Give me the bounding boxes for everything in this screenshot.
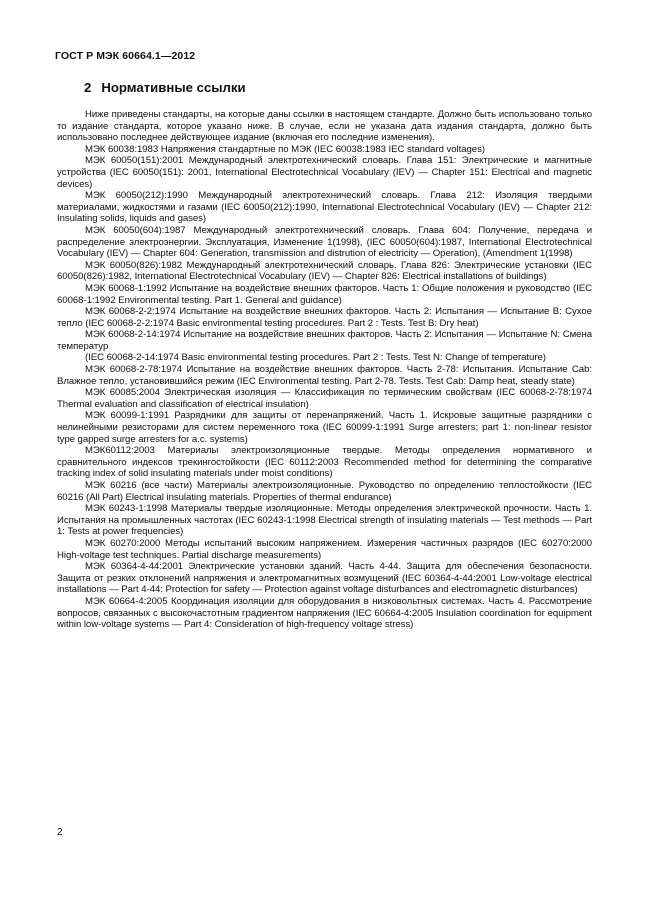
reference-item: МЭК 60050(212):1990 Международный электротехнический словарь. Глава 212: Изоляция твердыми материалами, жидкостями и газами (IEC 60050(212):1990, International Electrotechnical Vocabulary (IEV) — Chapter 212: Insulating solids, liquids and gases)	[57, 190, 592, 225]
document-header: ГОСТ Р МЭК 60664.1—2012	[55, 50, 196, 62]
reference-item: МЭК 60216 (все части) Материалы электроизоляционные. Руководство по определению теплостойкости (IEC 60216 (All Part) Electrical insulating materials. Properties of thermal endurance)	[57, 480, 592, 503]
section-heading	[84, 80, 246, 95]
reference-item: МЭК 60050(151):2001 Международный электротехнический словарь. Глава 151: Электрические и магнитные устройства (IEC 60050(151): 2001, International Electrotechnical Vocabulary (IEV) — Chapter 151: Electrical and magnetic devices)	[57, 155, 592, 190]
reference-item: МЭК 60243-1:1998 Материалы твердые изоляционные. Методы определения электрической прочности. Часть 1. Испытания на промышленных частотах (IEC 60243-1:1998 Electrical strength of insulating materials — Test methods — Part 1: Tests at power frequencies)	[57, 503, 592, 538]
section-body	[57, 109, 592, 631]
reference-item: МЭК 60085:2004 Электрическая изоляция — Классификация по термическим свойствам (IEC 60068-2-78:1974 Thermal evaluation and classification of electrical insulation)	[57, 387, 592, 410]
reference-item: МЭК 60270:2000 Методы испытаний высоким напряжением. Измерения частичных разрядов (IEC 60270:2000 High-voltage test techniques. Partial discharge measurements)	[57, 537, 592, 561]
reference-item: МЭК 60068-2-78:1974 Испытание на воздействие внешних факторов. Часть 2-78: Испытания. Испытание Cab: Влажное тепло, установившийся режим (IEC Environmental testing. Part 2-78. Tests. Test Cab: Damp heat, steady state)	[57, 364, 592, 387]
reference-item: МЭК60112:2003 Материалы электроизоляционные твердые. Методы определения нормативного и сравнительного индексов трекингостойкости (IEC 60112:2003 Recommended method for determining the comparative tracking index of solid insulating materials under moist conditions)	[57, 445, 592, 480]
reference-item: МЭК 60364-4-44:2001 Электрические установки зданий. Часть 4-44. Защита для обеспечения безопасности. Защита от резких отклонений напряжения и электромагнитных возмущений (IEC 60364-4-44:2001 Low-voltage electrical installations — Part 4-44: Protection for safety — Protection against voltage disturbances and electromagnetic disturbances)	[57, 561, 592, 596]
intro-paragraph: Ниже приведены стандарты, на которые даны ссылки в настоящем стандарте. Должно быть использовано только то издание стандарта, которое указано ниже. В случае, если не указана дата издания стандарта, должно быть использовано последнее действующее издание (включая его последние изменения).	[57, 109, 592, 144]
reference-item: МЭК 60664-4:2005 Координация изоляции для оборудования в низковольтных системах. Часть 4. Рассмотрение вопросов, связанных с высокочастотным градиентом напряжения (IEC 60664-4:2005 Insulation coordination for equipment within low-voltage systems — Part 4: Consideration of high-frequency voltage stress)	[57, 595, 592, 631]
reference-item: МЭК 60068-2-14:1974 Испытание на воздействие внешних факторов. Часть 2: Испытания — Испытание N: Смена температур	[57, 329, 592, 352]
section-number: 2	[84, 80, 92, 95]
reference-item: МЭК 60068-2-2:1974 Испытание на воздействие внешних факторов. Часть 2: Испытания — Испытание В: Сухое тепло (IEC 60068-2-2:1974 Basic environmental testing procedures. Part 2 : Tests. Test B: Dry heat)	[57, 306, 592, 329]
reference-item: (IEC 60068-2-14:1974 Basic environmental testing procedures. Part 2 : Tests. Test N: Change of temperature)	[85, 352, 546, 364]
reference-item: МЭК 60050(826):1982 Международный электротехнический словарь. Глава 826: Электрические установки (IEC 60050(826):1982, International Electrotechnical Vocabulary (IEV) — Chapter 826: Electrical installations of buildings)	[57, 259, 592, 283]
section-title: Нормативные ссылки	[101, 80, 246, 95]
reference-item: МЭК 60099-1:1991 Разрядники для защиты от перенапряжений. Часть 1. Искровые защитные разрядники с нелинейными резисторами для систем переменного тока (IEC 60099-1:1991 Surge arresters; part 1: non-linear resistor type gapped surge arresters for a.c. systems)	[57, 410, 592, 445]
reference-item: МЭК 60068-1:1992 Испытание на воздействие внешних факторов. Часть 1: Общие положения и руководство (IEC 60068-1:1992 Environmental testing. Part 1. General and guidance)	[57, 282, 592, 306]
reference-item: МЭК 60038:1983 Напряжения стандартные по МЭК (IEC 60038:1983 IEC standard voltages)	[85, 143, 485, 155]
reference-item: МЭК 60050(604):1987 Международный электротехнический словарь. Глава 604: Получение, передача и распределение электроэнергии. Эксплуатация, Изменение 1(1998), (IEC 60050(604):1987, International Electrotechnical Vocabulary (IEV) — Chapter 604: Generation, transmission and distrution of electricity — Operation), (Amendment 1(1998)	[57, 224, 592, 260]
page-number: 2	[57, 827, 63, 838]
